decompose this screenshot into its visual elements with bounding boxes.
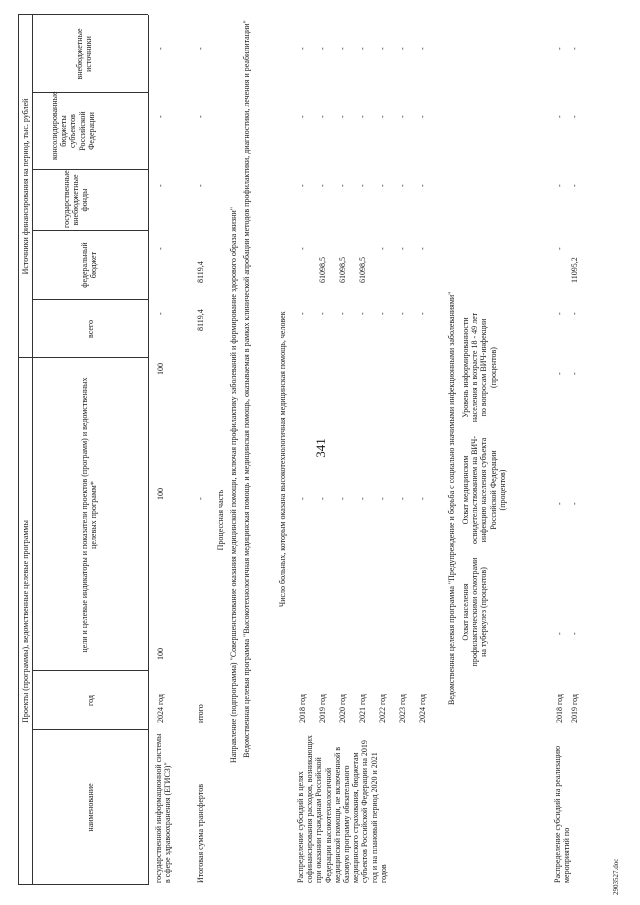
header-col-line (32, 230, 148, 231)
cell-federal: - (555, 247, 564, 250)
indicator-title: Уровень информированности населения в возрасте 18 - 49 лет по вопросам ВИЧ-инфекции (процентов) (461, 312, 498, 423)
indicator-value: - (378, 497, 387, 500)
row-year: 2022 год (378, 694, 387, 723)
cell-extra: - (418, 47, 427, 50)
indicator-value: 100 (156, 648, 165, 660)
cell-regional: - (378, 115, 387, 118)
cell-federal: - (398, 247, 407, 250)
cell-state-funds: - (555, 184, 564, 187)
header-col-extra: внебюджетные источники (75, 28, 94, 80)
section-title: Процессная часть (216, 489, 225, 551)
cell-state-funds: - (156, 184, 165, 187)
cell-regional: - (338, 115, 347, 118)
cell-federal: 8119,4 (196, 261, 205, 283)
cell-regional: - (398, 115, 407, 118)
cell-federal: - (156, 247, 165, 250)
indicator-value: - (555, 502, 564, 505)
cell-extra: - (156, 47, 165, 50)
row-year: итого (196, 704, 205, 723)
cell-state-funds: - (378, 184, 387, 187)
cell-state-funds: - (338, 184, 347, 187)
cell-state-funds: - (418, 184, 427, 187)
header-col-state-funds: государственные внебюджетные фонды (62, 170, 90, 228)
cell-federal: - (378, 247, 387, 250)
cell-state-funds: - (398, 184, 407, 187)
indicator-value: - (570, 372, 579, 375)
header-col-federal: федеральный бюджет (80, 242, 99, 288)
indicator-title: Охват населения профилактическими осмотрами на туберкулез (процентов) (461, 557, 489, 667)
indicator-title: Охват медицинским освидетельствованием на ВИЧ-инфекцию населения субъекта Российской Федерации (процентов) (461, 435, 507, 545)
cell-extra: - (378, 47, 387, 50)
cell-total: - (398, 312, 407, 315)
cell-extra: - (298, 47, 307, 50)
indicator-value: - (418, 497, 427, 500)
row-name: Итоговая сумма трансфертов (196, 784, 205, 883)
cell-total: 8119,4 (196, 309, 205, 331)
indicator-title: Число больных, которым оказана высокотехнологичная медицинская помощь, человек (278, 311, 287, 607)
dept-program-title: Ведомственная целевая программа "Высокотехнологичная медицинская помощь и медицинская помощь, оказываемая в рамках клинической апробации методов профилактики, диагностики, лечения и реабилитации" (242, 20, 251, 758)
header-col-indicators: цели и целевые индикаторы и показатели проектов (программ) и ведомственных целевых программ* (80, 377, 99, 653)
indicator-value: 100 (156, 363, 165, 375)
cell-state-funds: - (298, 184, 307, 187)
table-top-border (18, 15, 19, 885)
indicator-value: - (570, 632, 579, 635)
cell-federal: 61098,5 (338, 257, 347, 283)
indicator-value: - (555, 632, 564, 635)
footer-code: 2903527.doc (612, 858, 620, 895)
cell-federal: 61098,5 (318, 257, 327, 283)
cell-regional: - (298, 115, 307, 118)
row-year: 2023 год (398, 694, 407, 723)
cell-regional: - (358, 115, 367, 118)
cell-state-funds: - (196, 184, 205, 187)
cell-regional: - (555, 115, 564, 118)
row-year: 2024 год (418, 694, 427, 723)
cell-state-funds: - (318, 184, 327, 187)
cell-extra: - (358, 47, 367, 50)
header-col-line (18, 884, 148, 885)
indicator-value: - (338, 497, 347, 500)
cell-extra: - (555, 47, 564, 50)
cell-federal: - (418, 247, 427, 250)
cell-state-funds: - (358, 184, 367, 187)
row-year: 2019 год (570, 694, 579, 723)
cell-total: - (156, 312, 165, 315)
header-bottom-line (148, 15, 149, 885)
subsidy-name: Распределение субсидий на реализацию мероприятий по (553, 745, 572, 883)
cell-total: - (338, 312, 347, 315)
cell-regional: - (318, 115, 327, 118)
row-year: 2020 год (338, 694, 347, 723)
row-year: 2021 год (358, 694, 367, 723)
cell-extra: - (570, 47, 579, 50)
indicator-value: - (358, 497, 367, 500)
indicator-value: - (555, 372, 564, 375)
subsidy-name: Распределение субсидий в целях софинансирования расходов, возникающих при оказании гражданам Российской Федерации высокотехнологичной медицинской помощи, не включенной в базовую программу обязательного медицинского страхования, бюджетам субъектов Российской Федерации на 2019 год и на плановый период 2020 и 2021 годов (296, 735, 388, 883)
header-col-line (18, 357, 148, 358)
indicator-value: - (318, 497, 327, 500)
indicator-value: - (196, 497, 205, 500)
cell-extra: - (338, 47, 347, 50)
header-col-total: всего (86, 320, 95, 339)
cell-federal: 61098,5 (358, 257, 367, 283)
header-col-line (18, 14, 148, 15)
cell-extra: - (398, 47, 407, 50)
row-year: 2024 год (156, 694, 165, 723)
header-group-title: Проекты (программы), ведомственные целевые программы (21, 520, 30, 723)
cell-total: - (378, 312, 387, 315)
cell-extra: - (196, 47, 205, 50)
row-year: 2018 год (555, 694, 564, 723)
indicator-value: - (570, 502, 579, 505)
cell-extra: - (318, 47, 327, 50)
row-year: 2018 год (298, 694, 307, 723)
indicator-value: 100 (156, 488, 165, 500)
row-name: государственной информационной системы в сфере здравоохранения (ЕГИСЗ)" (154, 733, 173, 883)
dept-program-title: Ведомственная целевая программа "Предупреждение и борьба с социально значимыми инфекционными заболеваниями" (447, 291, 456, 705)
header-col-name: наименование (86, 783, 95, 832)
cell-federal: - (298, 247, 307, 250)
row-year: 2019 год (318, 694, 327, 723)
cell-total: - (555, 312, 564, 315)
cell-federal: 11095,2 (570, 257, 579, 283)
cell-regional: - (196, 115, 205, 118)
cell-total: - (298, 312, 307, 315)
indicator-value: - (398, 497, 407, 500)
header-divider-line (32, 15, 33, 885)
header-col-regional: консолидированные бюджеты субъектов Российской Федерации (50, 91, 96, 160)
header-col-line (32, 169, 148, 170)
cell-regional: - (570, 115, 579, 118)
cell-regional: - (156, 115, 165, 118)
cell-total: - (418, 312, 427, 315)
cell-total: - (570, 312, 579, 315)
direction-title: Направление (подпрограмма) "Совершенствование оказания медицинской помощи, включая профилактику заболеваний и формирование здорового образа жизни" (229, 207, 238, 763)
cell-total: - (358, 312, 367, 315)
cell-total: - (318, 312, 327, 315)
cell-state-funds: - (570, 184, 579, 187)
cell-regional: - (418, 115, 427, 118)
page-number: 341 (313, 438, 328, 458)
header-funding-title: Источники финансирования на период, тыс. рублей (21, 98, 30, 275)
indicator-value: - (298, 497, 307, 500)
header-col-year: год (86, 695, 95, 706)
